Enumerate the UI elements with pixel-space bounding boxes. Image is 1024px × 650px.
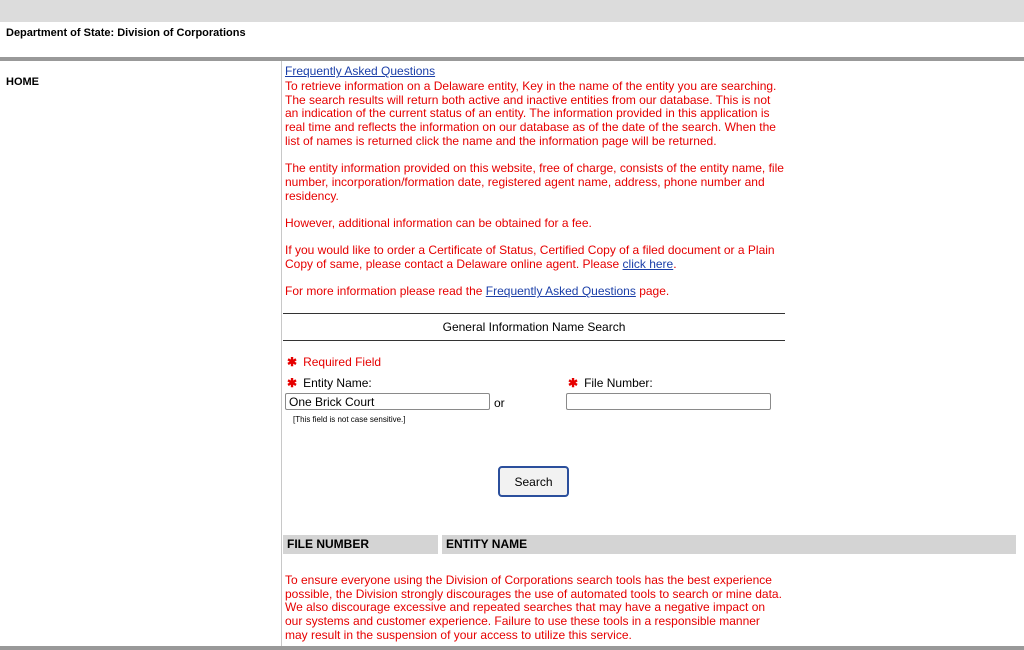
intro-paragraph-5 <box>285 285 785 299</box>
click-here-link[interactable]: click here <box>622 257 674 272</box>
required-field-label: Required Field <box>303 355 382 369</box>
top-bar <box>0 0 1024 22</box>
search-button[interactable]: Search <box>498 466 569 497</box>
required-field-legend <box>287 355 381 369</box>
entity-name-label: Entity Name: <box>303 376 372 390</box>
column-header-entity-name: ENTITY NAME <box>442 535 1016 554</box>
faq-link-top[interactable]: Frequently Asked Questions <box>285 64 436 78</box>
home-nav-link[interactable]: HOME <box>6 76 39 88</box>
faq-link-inline[interactable]: Frequently Asked Questions <box>485 284 636 299</box>
required-asterisk-icon: ✱ <box>568 376 579 390</box>
search-section-title: General Information Name Search <box>283 313 785 341</box>
automated-tools-notice: To ensure everyone using the Division of Corporations search tools has the best experience possible, the Division strongly discourages the use of automated tools to search or mine data. We also discourage excessive and repeated searches that may have a negative impact on our systems and customer experience. Failure to use these tools in a responsible manner may result in the suspension of your access to utilize this service. <box>285 573 782 642</box>
required-asterisk-icon: ✱ <box>287 355 298 369</box>
intro-paragraph-4 <box>285 244 785 271</box>
department-title: Department of State: Division of Corporations <box>6 27 246 39</box>
file-number-label-group <box>568 376 653 390</box>
entity-name-input[interactable] <box>285 393 490 410</box>
intro-paragraph-5-end: page. <box>635 284 670 299</box>
intro-paragraph-5-text: For more information please read the <box>285 284 486 299</box>
sidebar-divider <box>281 61 282 650</box>
intro-paragraph-4-end: . <box>673 257 677 272</box>
required-asterisk-icon: ✱ <box>287 376 298 390</box>
intro-paragraph-1: To retrieve information on a Delaware entity, Key in the name of the entity you are searching. The search results will return both active and inactive entities from our database. This is not an indication of the current status of an entity. The information provided in this application is real time and reflects the information on our database as of the date of the search. When the list of names is returned click the name and the information page will be returned. <box>285 79 777 148</box>
header-divider <box>0 57 1024 61</box>
file-number-input[interactable] <box>566 393 771 410</box>
file-number-label: File Number: <box>584 376 653 390</box>
or-separator: or <box>494 396 505 410</box>
intro-paragraph-3: However, additional information can be obtained for a fee. <box>285 216 592 230</box>
entity-name-label-group <box>287 376 372 390</box>
case-sensitivity-note: [This field is not case sensitive.] <box>293 415 406 424</box>
bottom-bar <box>0 646 1024 650</box>
intro-paragraph-4-text: If you would like to order a Certificate of Status, Certified Copy of a filed document or a Plain Copy of same, please contact a Delaware online agent. Please <box>285 243 775 272</box>
intro-paragraph-2: The entity information provided on this website, free of charge, consists of the entity name, file number, incorporation/formation date, registered agent name, address, phone number and residency. <box>285 161 784 203</box>
intro-section <box>285 64 785 313</box>
column-header-file-number: FILE NUMBER <box>283 535 438 554</box>
